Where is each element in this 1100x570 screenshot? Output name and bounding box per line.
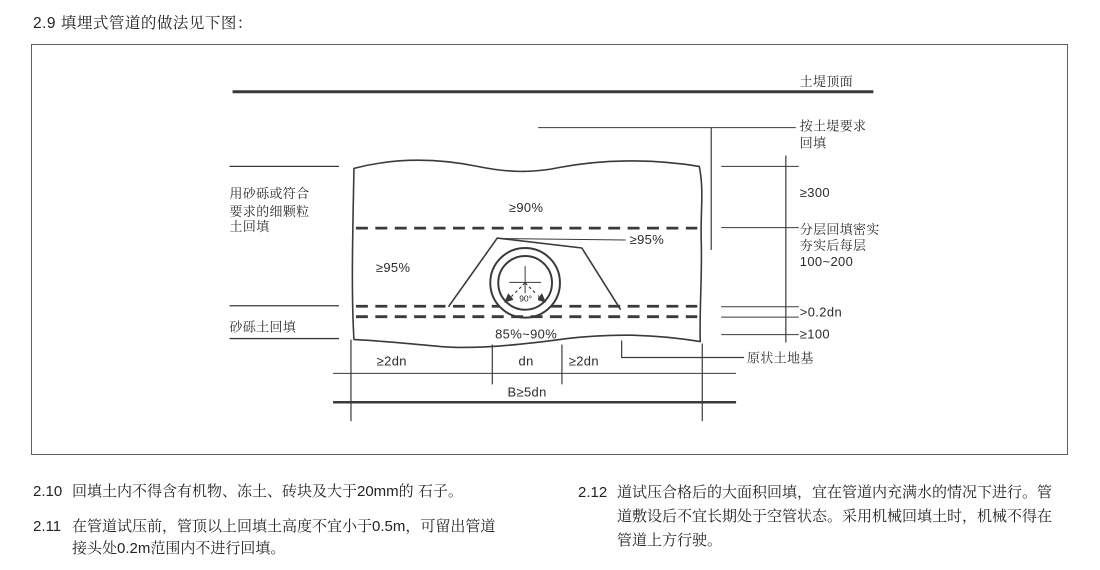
note-number: 2.12 <box>578 484 608 501</box>
note-2-11 <box>33 516 500 560</box>
dim-dn-label: dn <box>518 353 534 369</box>
native-soil-leader <box>622 341 744 358</box>
embankment-top-label: 土堤顶面 <box>799 73 854 89</box>
dim-2dn-left-label: ≥2dn <box>376 353 407 369</box>
embankment-fill-label-1: 按土堤要求 <box>799 118 867 134</box>
layered-fill-label-2: 夯实后每层 <box>799 237 867 253</box>
section-heading: 2.9 填埋式管道的做法见下图： <box>33 15 253 32</box>
fine-fill-label-1: 用砂砾或符合 <box>229 186 310 202</box>
bottom-compaction-label: 85%~90% <box>495 326 558 342</box>
dim-b5dn-label: B≥5dn <box>507 384 547 400</box>
min-100-label: ≥100 <box>799 326 831 342</box>
pipe-installation-diagram <box>32 45 1067 454</box>
over-02dn-label: >0.2dn <box>799 304 843 320</box>
native-soil-label: 原状土地基 <box>747 350 814 366</box>
note-2-12 <box>578 481 1057 553</box>
note-number: 2.10 <box>33 483 63 500</box>
gravel-fill-label: 砂砾土回填 <box>229 319 297 335</box>
fine-fill-label-2: 要求的细颗粒 <box>229 204 310 220</box>
cover-depth-label: ≥300 <box>799 185 831 201</box>
figure-frame <box>31 44 1068 455</box>
embankment-fill-label-2: 回填 <box>799 135 827 151</box>
layered-fill-label-1: 分层回填密实 <box>799 222 880 238</box>
note-text: 在管道试压前，管顶以上回填土高度不宜小于0.5m，可留出管道接头处0.2m范围内不进行回填。 <box>72 518 496 557</box>
pipe-angle-label: 90° <box>519 293 532 304</box>
right-dim-ticks <box>721 166 799 334</box>
dim-extension-lines <box>351 340 702 422</box>
note-2-10 <box>33 481 492 503</box>
dim-2dn-right-label: ≥2dn <box>568 353 599 369</box>
note-number: 2.11 <box>33 518 62 535</box>
note-text: 回填土内不得含有机物、冻土、砖块及大于20mm的 石子。 <box>72 483 463 500</box>
bedding-compaction-label: ≥95% <box>629 232 665 248</box>
layered-fill-label-3: 100~200 <box>799 253 854 269</box>
compaction-top-label: ≥90% <box>508 200 544 216</box>
fine-fill-label-3: 土回填 <box>229 219 270 235</box>
compaction-left-label: ≥95% <box>375 259 411 275</box>
bedding-leader <box>502 239 625 240</box>
note-text: 道试压合格后的大面积回填，宜在管道内充满水的情况下进行。管道敷设后不宜长期处于空管状态。采用机械回填土时，机械不得在管道上方行驶。 <box>617 484 1053 549</box>
